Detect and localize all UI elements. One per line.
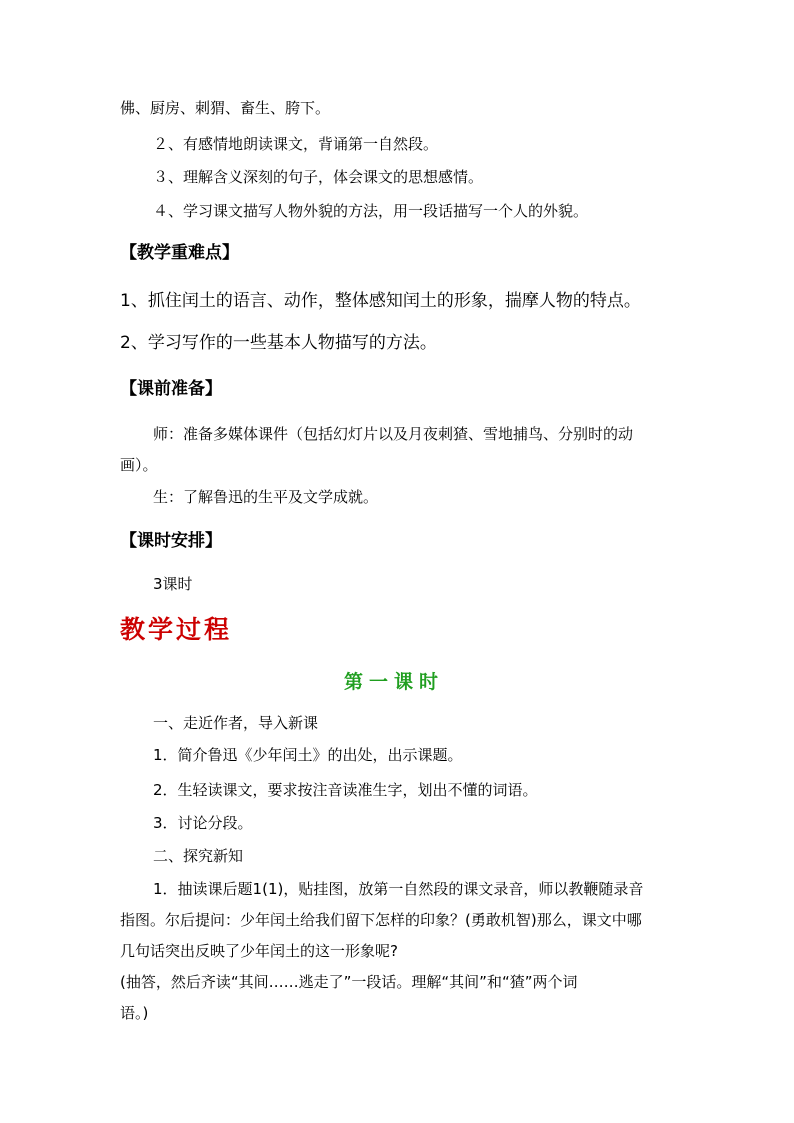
objective-item-4: ４、学习课文描写人物外貌的方法，用一段话描写一个人的外貌。 [153, 202, 589, 220]
objective-item-2: ２、有感情地朗读课文，背诵第一自然段。 [153, 135, 439, 153]
lesson-title: 第一课时 [344, 671, 445, 693]
preparation-student: 生：了解鲁迅的生平及文学成就。 [153, 488, 379, 506]
step-3: 3．讨论分段。 [153, 814, 253, 832]
schedule-value: 3课时 [153, 575, 193, 593]
explore-line-5: 语。) [120, 1004, 149, 1022]
explore-line-2: 指图。尔后提问：少年闰土给我们留下怎样的印象？(勇敢机智)那么，课文中哪 [120, 911, 642, 929]
key-point-item-2: 2、学习写作的一些基本人物描写的方法。 [120, 333, 437, 353]
explore-line-3: 几句话突出反映了少年闰土的这一形象呢? [120, 942, 398, 960]
explore-line-4: (抽答，然后齐读“其间……逃走了”一段话。理解“其间”和“猹”两个词 [120, 973, 578, 991]
preparation-teacher-line-1: 师：准备多媒体课件（包括幻灯片以及月夜刺猹、雪地捕鸟、分别时的动 [153, 425, 634, 443]
part-1-heading: 一、走近作者，导入新课 [153, 714, 319, 732]
step-1: 1．简介鲁迅《少年闰土》的出处，出示课题。 [153, 746, 463, 764]
step-2: 2．生轻读课文，要求按注音读准生字，划出不懂的词语。 [153, 781, 538, 799]
preparation-teacher-line-2: 画）。 [120, 456, 158, 474]
explore-line-1: 1．抽读课后题1(1)，贴挂图，放第一自然段的课文录音，师以教鞭随录音 [153, 880, 644, 898]
objective-item-3: ３、理解含义深刻的句子，体会课文的思想感情。 [153, 168, 484, 186]
objective-item-1-tail: 佛、厨房、刺猬、畜生、胯下。 [120, 99, 331, 117]
part-2-heading: 二、探究新知 [153, 847, 244, 865]
process-title: 教学过程 [120, 615, 233, 644]
preparation-heading: 【课前准备】 [120, 379, 222, 399]
key-points-heading: 【教学重难点】 [120, 243, 239, 263]
key-point-item-1: 1、抓住闰土的语言、动作，整体感知闰土的形象，揣摩人物的特点。 [120, 291, 641, 311]
schedule-heading: 【课时安排】 [120, 531, 222, 551]
